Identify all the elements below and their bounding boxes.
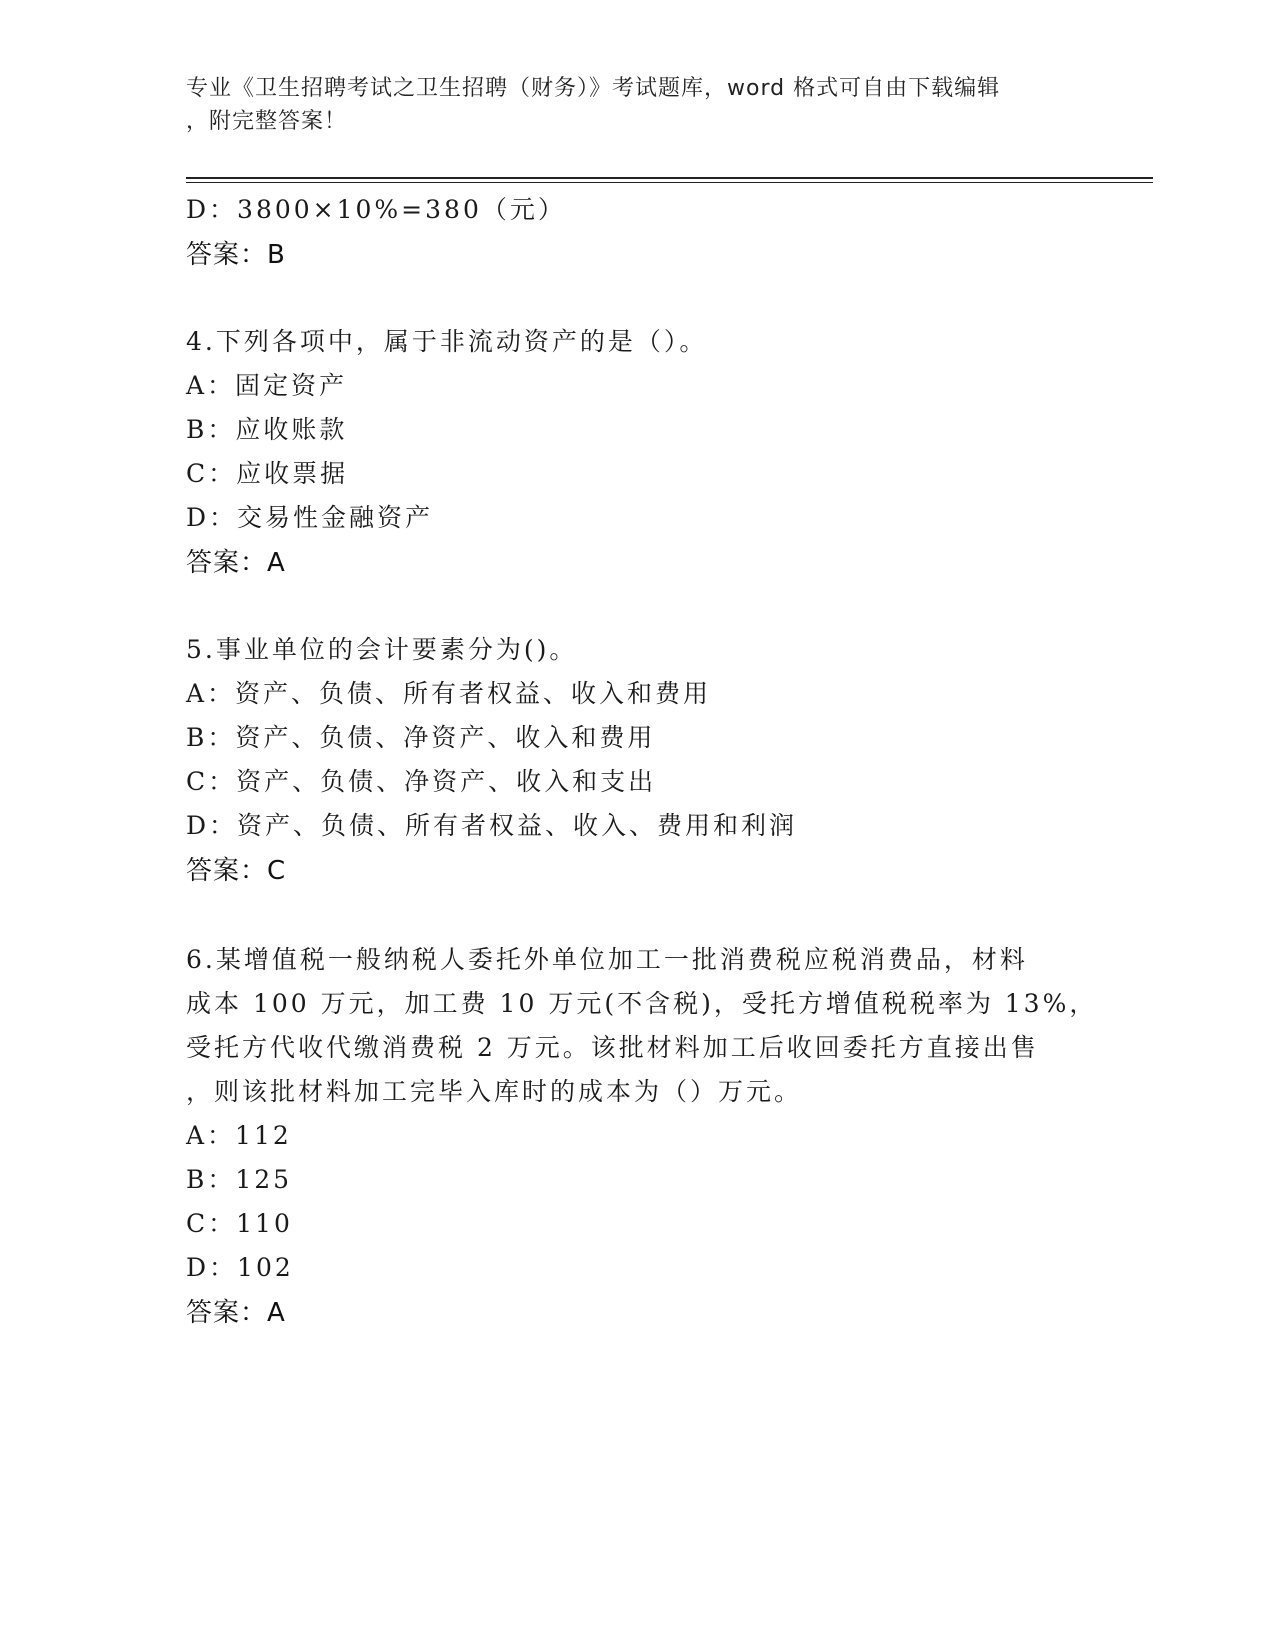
q6-option-a: A：112: [186, 1121, 292, 1150]
header-title-line1: 专业《卫生招聘考试之卫生招聘（财务）》考试题库，word 格式可自由下载编辑: [186, 76, 1001, 101]
q5-stem: 5.事业单位的会计要素分为()。: [186, 635, 578, 664]
q5-option-a: A：资产、负债、所有者权益、收入和费用: [186, 679, 712, 708]
q6-answer: 答案：A: [186, 1298, 286, 1328]
document-header: [186, 72, 1066, 138]
q4-stem: 4.下列各项中，属于非流动资产的是（）。: [186, 327, 708, 356]
q6-stem-line1: 6.某增值税一般纳税人委托外单位加工一批消费税应税消费品，材料: [186, 945, 1028, 974]
header-title-line2: ，附完整答案！: [186, 109, 348, 134]
q6-option-d: D：102: [186, 1253, 294, 1282]
q6-option-c: C：110: [186, 1209, 293, 1238]
q6-option-b: B：125: [186, 1165, 293, 1194]
q6-stem-line2: 成本 100 万元，加工费 10 万元(不含税)，受托方增值税税率为 13%，: [186, 989, 1098, 1018]
header-divider-thin: [186, 182, 1153, 183]
q5-option-c: C：资产、负债、净资产、收入和支出: [186, 767, 657, 796]
q4-answer: 答案：A: [186, 548, 286, 578]
header-divider-thick: [186, 177, 1153, 179]
q6-stem-line4: ，则该批材料加工完毕入库时的成本为（）万元。: [186, 1077, 803, 1106]
q3-answer: 答案：B: [186, 240, 286, 270]
q5-answer: 答案：C: [186, 856, 287, 886]
q4-option-c: C：应收票据: [186, 459, 349, 488]
q3-option-d: D：3800×10%=380（元）: [186, 195, 566, 224]
q4-option-a: A：固定资产: [186, 371, 348, 400]
q5-option-b: B：资产、负债、净资产、收入和费用: [186, 723, 656, 752]
q4-option-d: D：交易性金融资产: [186, 503, 434, 532]
q5-option-d: D：资产、负债、所有者权益、收入、费用和利润: [186, 811, 798, 840]
q4-option-b: B：应收账款: [186, 415, 348, 444]
q6-stem-line3: 受托方代收代缴消费税 2 万元。该批材料加工后收回委托方直接出售: [186, 1033, 1039, 1062]
